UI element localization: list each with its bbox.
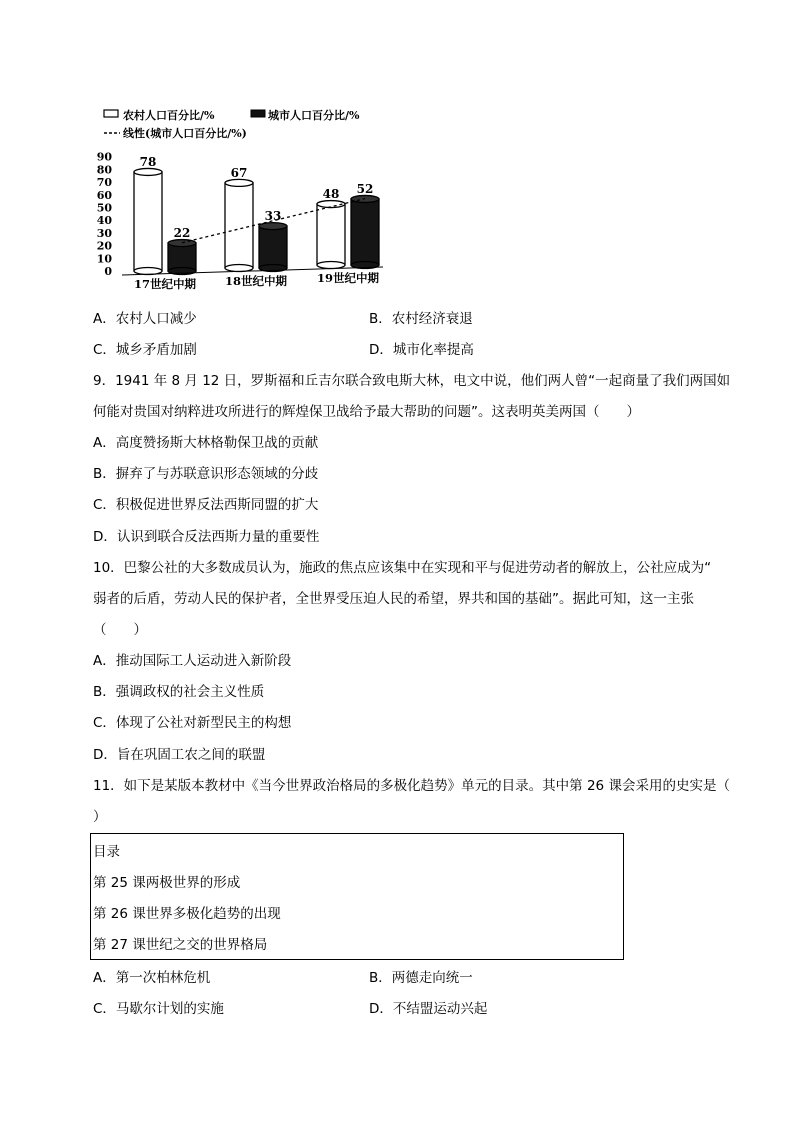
data-label: 22 <box>173 226 191 241</box>
data-label: 78 <box>139 154 157 169</box>
data-label: 33 <box>264 209 282 224</box>
legend-label-rural: 农村人口百分比/% <box>123 109 215 122</box>
q10-option-c[interactable]: C．体现了公社对新型民主的构想 <box>93 715 292 731</box>
data-label: 67 <box>230 165 248 180</box>
legend-swatch-urban <box>251 110 265 117</box>
q9-option-c[interactable]: C．积极促进世界反法西斯同盟的扩大 <box>93 497 319 513</box>
q10-stem-line1: 10．巴黎公社的大多数成员认为，施政的焦点应该集中在实现和平与促进劳动者的解放上，公社应成为“ <box>93 560 712 576</box>
q9-stem-line2: 何能对贵国对纳粹进攻所进行的辉煌保卫战给予最大帮助的问题”。这表明英美两国（ ） <box>93 404 640 420</box>
y-tick-label: 60 <box>96 188 112 202</box>
bar-rural-base <box>317 262 345 269</box>
legend-label-urban: 城市人口百分比/% <box>268 109 360 122</box>
q8-option-c[interactable]: C．城乡矛盾加剧 <box>93 342 197 358</box>
y-tick-label: 70 <box>96 176 112 190</box>
bar-rural <box>317 204 345 265</box>
y-tick-label: 30 <box>96 226 112 240</box>
q8-option-b[interactable]: B．农村经济衰退 <box>369 311 473 327</box>
toc-title: 目录 <box>93 844 120 860</box>
q10-option-b[interactable]: B．强调政权的社会主义性质 <box>93 684 265 700</box>
legend-label-trend: 线性(城市人口百分比/%) <box>123 127 247 140</box>
legend-swatch-rural <box>104 110 118 117</box>
q11-option-b[interactable]: B．两德走向统一 <box>369 970 473 986</box>
y-tick-label: 10 <box>96 252 112 266</box>
q8-option-d[interactable]: D．城市化率提高 <box>369 342 474 358</box>
q11-stem-line1: 11．如下是某版本教材中《当今世界政治格局的多极化趋势》单元的目录。其中第 26 课会采用的史实是（ <box>93 778 730 794</box>
q8-option-a[interactable]: A．农村人口减少 <box>93 311 197 327</box>
q10-option-a[interactable]: A．推动国际工人运动进入新阶段 <box>93 653 292 669</box>
data-label: 52 <box>356 181 374 196</box>
q11-option-d[interactable]: D．不结盟运动兴起 <box>369 1001 488 1017</box>
y-axis <box>97 151 113 278</box>
q11-option-c[interactable]: C．马歇尔计划的实施 <box>93 1001 224 1017</box>
q11-stem-line2: ） <box>93 809 107 825</box>
toc-item: 第 25 课两极世界的形成 <box>93 875 241 891</box>
bar-rural-top <box>134 168 162 175</box>
bar-rural-top <box>225 179 253 186</box>
x-tick-label: 18世纪中期 <box>224 274 288 288</box>
y-tick-label: 80 <box>96 163 112 177</box>
x-tick-label: 17世纪中期 <box>133 277 197 291</box>
y-tick-label: 0 <box>104 265 112 278</box>
q9-option-a[interactable]: A．高度赞扬斯大林格勒保卫战的贡献 <box>93 435 319 451</box>
toc-box <box>90 833 624 960</box>
q10-stem-line3: （ ） <box>93 622 147 638</box>
y-tick-label: 20 <box>96 239 112 253</box>
q9-option-d[interactable]: D．认识到联合反法西斯力量的重要性 <box>93 529 320 545</box>
q9-stem-line1: 9．1941 年 8 月 12 日，罗斯福和丘吉尔联合致电斯大林，电文中说，他们两人曾“一起商量了我们两国如 <box>93 373 731 389</box>
population-chart <box>88 98 398 298</box>
bar-rural <box>225 183 253 268</box>
y-tick-label: 50 <box>96 201 112 215</box>
q10-stem-line2: 弱者的后盾，劳动人民的保护者，全世界受压迫人民的希望，界共和国的基础”。据此可知，这一主张 <box>93 591 694 607</box>
y-tick-label: 90 <box>96 150 112 164</box>
x-tick-label: 19世纪中期 <box>316 271 380 285</box>
bar-rural-base <box>225 265 253 272</box>
q11-option-a[interactable]: A．第一次柏林危机 <box>93 970 211 986</box>
bar-urban-top <box>259 223 287 230</box>
bar-rural <box>134 172 162 271</box>
data-label: 48 <box>322 187 340 202</box>
chart-legend <box>104 108 360 140</box>
bar-urban <box>351 199 379 265</box>
toc-item: 第 26 课世界多极化趋势的出现 <box>93 906 281 922</box>
q9-option-b[interactable]: B．摒弃了与苏联意识形态领域的分歧 <box>93 466 319 482</box>
bar-urban-top <box>168 240 196 247</box>
y-tick-label: 40 <box>96 214 112 228</box>
bar-urban <box>259 226 287 268</box>
q10-option-d[interactable]: D．旨在巩固工农之间的联盟 <box>93 747 266 763</box>
toc-item: 第 27 课世纪之交的世界格局 <box>93 937 268 953</box>
bars <box>122 155 383 275</box>
bar-urban <box>168 243 196 271</box>
